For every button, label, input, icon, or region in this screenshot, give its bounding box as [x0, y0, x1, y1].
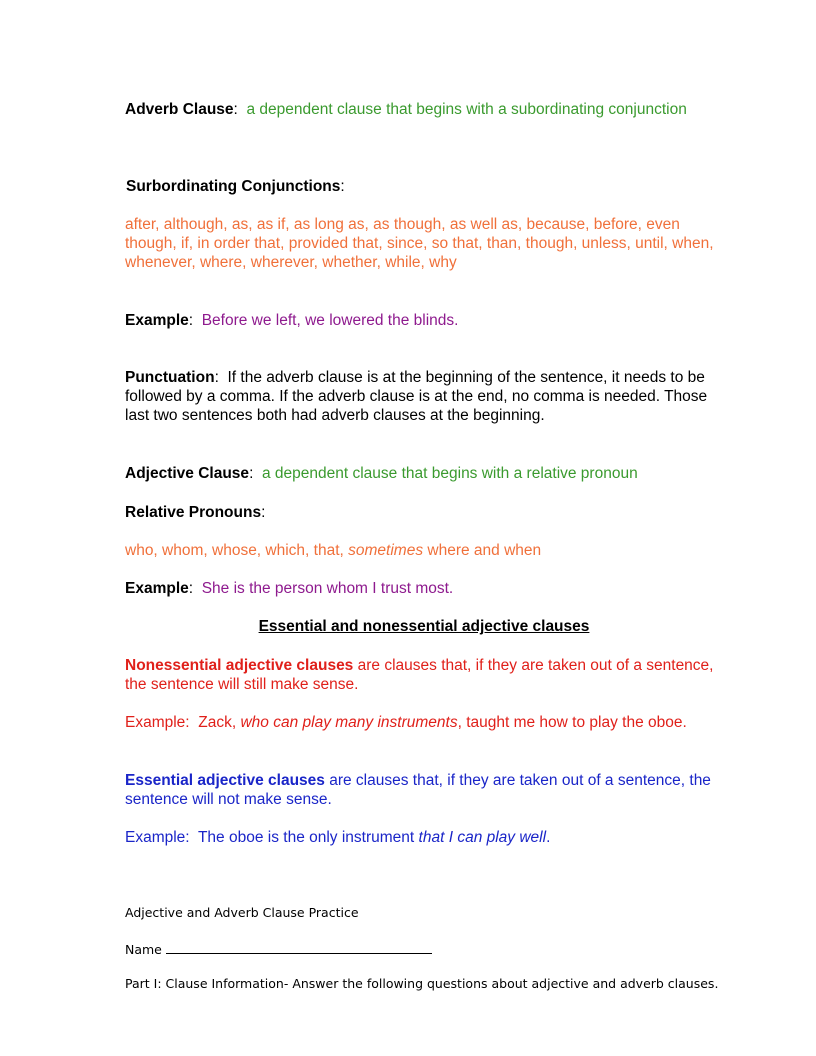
relative-pronouns-list: [125, 541, 725, 560]
nonessential-example-after: , taught me how to play the oboe.: [457, 714, 687, 731]
nonessential-text: are clauses that, if they are taken out of a sentence, the sentence will still make sense.: [125, 657, 714, 693]
essential-example-after: .: [546, 829, 551, 846]
essential-example: [125, 828, 725, 847]
punctuation-text: If the adverb clause is at the beginning of the sentence, it needs to be followed by a comma. If the adverb clause is at the end, no comma is needed. Those last two sentences both had adverb clauses at the beginning.: [125, 369, 708, 424]
essential-nonessential-heading: Essential and nonessential adjective clauses: [258, 618, 590, 635]
essential-example-label: Example:: [125, 829, 190, 846]
name-blank: [166, 941, 432, 954]
nonessential-example-before: Zack,: [198, 714, 237, 731]
subordinating-conjunctions-heading: Surbordinating Conjunctions:: [126, 178, 345, 195]
subordinating-conjunctions-list: after, although, as, as if, as long as, as though, as well as, because, before, even though, if, in order that, provided that, since, so that, than, though, unless, until, when, whenever, where, wherever, whether, while, why: [125, 216, 714, 271]
adjective-example-label: Example: [125, 580, 189, 597]
subordinating-conjunctions-term: Surbordinating Conjunctions: [126, 178, 341, 195]
essential-term: Essential adjective clauses: [125, 772, 325, 789]
nonessential-example: [125, 713, 725, 732]
adjective-clause-term: Adjective Clause: [125, 465, 250, 482]
essential-definition: [125, 771, 725, 809]
relative-pronouns-term: Relative Pronouns: [125, 504, 262, 521]
part-one-instructions: Part I: Clause Information- Answer the following questions about adjective and adverb clauses.: [125, 976, 719, 991]
adjective-example: Example: She is the person whom I trust most.: [125, 580, 454, 597]
relative-pronouns-list-italic: sometimes: [348, 542, 424, 559]
nonessential-term: Nonessential adjective clauses: [125, 657, 354, 674]
nonessential-example-label: Example:: [125, 714, 190, 731]
relative-pronouns-list-main: who, whom, whose, which, that,: [125, 542, 344, 559]
adjective-example-text: She is the person whom I trust most.: [201, 580, 454, 597]
punctuation-paragraph: Punctuation: If the adverb clause is at the beginning of the sentence, it needs to be followed by a comma. If the adverb clause is at the end, no comma is needed. Those last two sentences both had adverb clauses at the beginning.: [125, 369, 708, 424]
relative-pronouns-list-end: where and when: [427, 542, 542, 559]
adverb-example-text: Before we left, we lowered the blinds.: [201, 312, 459, 329]
name-label: Name: [125, 942, 162, 957]
relative-pronouns-heading: Relative Pronouns:: [125, 504, 266, 521]
adjective-clause-definition: Adjective Clause: a dependent clause that begins with a relative pronoun: [125, 465, 638, 482]
essential-text: are clauses that, if they are taken out of a sentence, the sentence will not make sense.: [125, 772, 711, 808]
adverb-example: Example: Before we left, we lowered the blinds.: [125, 312, 459, 329]
nonessential-definition: [125, 656, 725, 694]
essential-example-italic: that I can play well: [418, 829, 547, 846]
essential-example-before: The oboe is the only instrument: [197, 829, 415, 846]
punctuation-label: Punctuation: [125, 369, 215, 386]
adverb-clause-definition: Adverb Clause: a dependent clause that begins with a subordinating conjunction: [125, 101, 687, 118]
adverb-clause-term: Adverb Clause: [125, 101, 234, 118]
practice-title: Adjective and Adverb Clause Practice: [125, 905, 359, 920]
nonessential-example-italic: who can play many instruments: [240, 714, 458, 731]
name-line: [125, 941, 432, 957]
adjective-clause-text: a dependent clause that begins with a relative pronoun: [261, 465, 638, 482]
adverb-example-label: Example: [125, 312, 189, 329]
adverb-clause-text: a dependent clause that begins with a subordinating conjunction: [246, 101, 687, 118]
